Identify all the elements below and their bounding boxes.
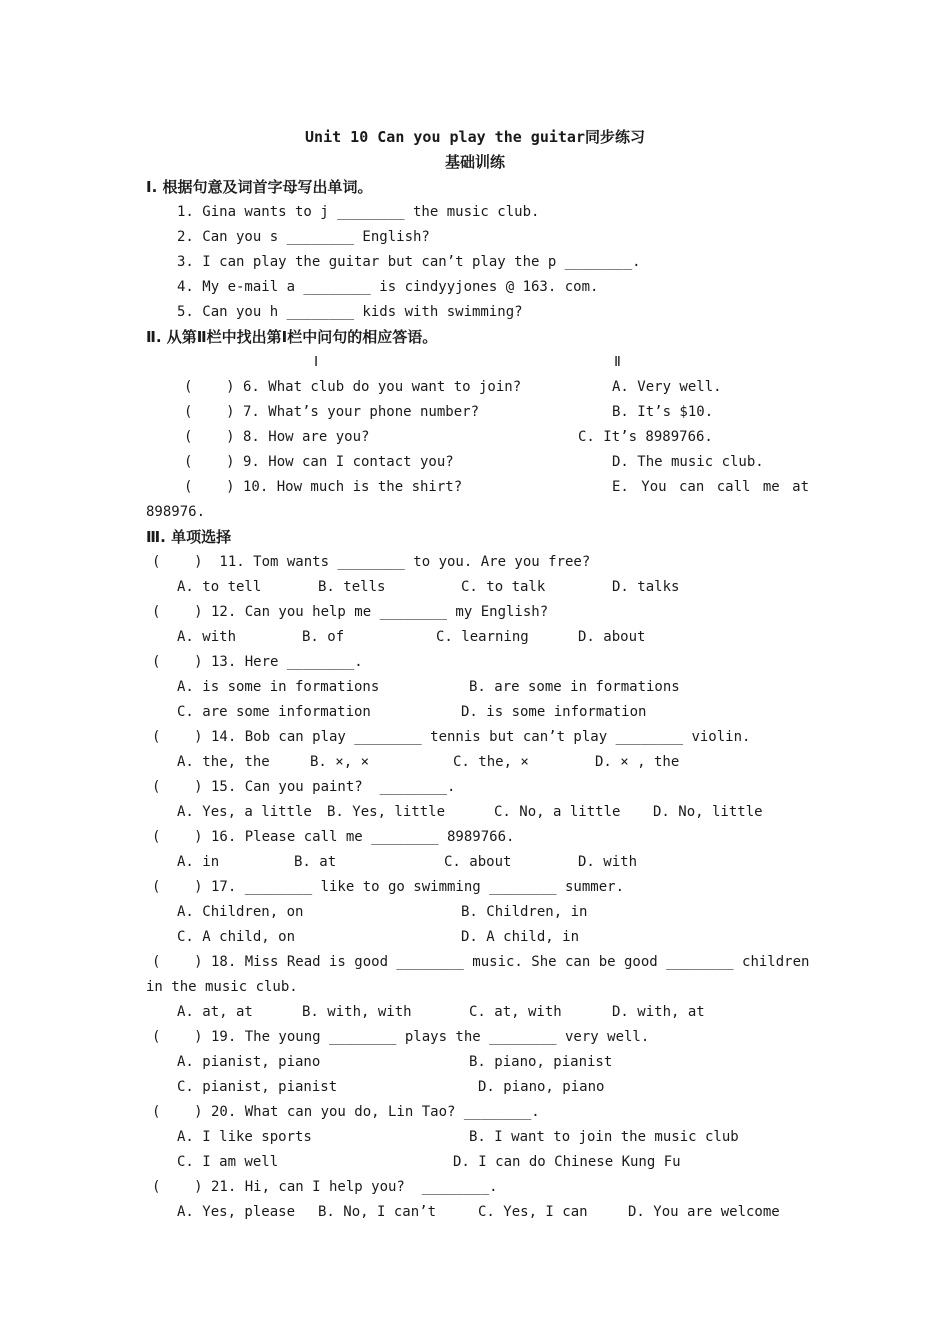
q15-option-d: D. No, little — [653, 804, 763, 820]
q17-option-b: B. Children, in — [461, 904, 588, 920]
q14: ( ) 14. Bob can play ________ tennis but can’t play ________ violin. — [152, 729, 751, 745]
q15-option-a: A. Yes, a little — [177, 804, 312, 820]
s1-item-2: 2. Can you s ________ English? — [177, 229, 430, 245]
q16-option-d: D. with — [578, 854, 638, 870]
q13-option-d: D. is some information — [461, 704, 647, 720]
q20-option-b: B. I want to join the music club — [469, 1129, 739, 1145]
q20: ( ) 20. What can you do, Lin Tao? ________. — [152, 1104, 540, 1120]
q17-option-a: A. Children, on — [177, 904, 304, 920]
s1-item-3: 3. I can play the guitar but can’t play the p ________. — [177, 254, 641, 270]
page-subtitle: 基础训练 — [444, 153, 505, 171]
s2-answer-a: A. Very well. — [612, 379, 722, 395]
s2-answer-b: B. It’s $10. — [612, 404, 714, 420]
q11-option-d: D. talks — [612, 579, 680, 595]
q16-option-c: C. about — [444, 854, 512, 870]
q16-option-b: B. at — [294, 854, 337, 870]
q18-option-b: B. with, with — [302, 1004, 412, 1020]
q11: ( ) 11. Tom wants ________ to you. Are you free? — [152, 554, 591, 570]
q12: ( ) 12. Can you help me ________ my English? — [152, 604, 549, 620]
q17-option-c: C. A child, on — [177, 929, 296, 945]
col1-header: Ⅰ — [314, 354, 319, 370]
q20-option-a: A. I like sports — [177, 1129, 312, 1145]
s1-item-5: 5. Can you h ________ kids with swimming? — [177, 304, 523, 320]
q13: ( ) 13. Here ________. — [152, 654, 363, 670]
q18: ( ) 18. Miss Read is good ________ music. She can be good ________ children — [152, 954, 810, 970]
q21-option-b: B. No, I can’t — [318, 1204, 437, 1220]
q12-option-a: A. with — [177, 629, 237, 645]
q18-option-a: A. at, at — [177, 1004, 253, 1020]
s2-question-9: ( ) 9. How can I contact you? — [184, 454, 454, 470]
q12-option-d: D. about — [578, 629, 646, 645]
q21: ( ) 21. Hi, can I help you? ________. — [152, 1179, 498, 1195]
s1-item-1: 1. Gina wants to j ________ the music club. — [177, 204, 540, 220]
q19: ( ) 19. The young ________ plays the ________ very well. — [152, 1029, 650, 1045]
s2-answer-e-cont: 898976. — [146, 504, 206, 520]
q15: ( ) 15. Can you paint? ________. — [152, 779, 456, 795]
section1-heading: Ⅰ. 根据句意及词首字母写出单词。 — [146, 178, 373, 196]
q12-option-b: B. of — [302, 629, 345, 645]
section3-heading: Ⅲ. 单项选择 — [146, 528, 232, 546]
s2-answer-d: D. The music club. — [612, 454, 764, 470]
q11-option-a: A. to tell — [177, 579, 262, 595]
s1-item-4: 4. My e-mail a ________ is cindyyjones @ 163. com. — [177, 279, 599, 295]
q13-option-b: B. are some in formations — [469, 679, 680, 695]
section2-heading: Ⅱ. 从第Ⅱ栏中找出第Ⅰ栏中问句的相应答语。 — [146, 328, 438, 346]
q16-option-a: A. in — [177, 854, 220, 870]
q14-option-d: D. × , the — [595, 754, 680, 770]
q18-option-c: C. at, with — [469, 1004, 562, 1020]
q21-option-c: C. Yes, I can — [478, 1204, 588, 1220]
q11-option-c: C. to talk — [461, 579, 546, 595]
q13-option-c: C. are some information — [177, 704, 371, 720]
q14-option-b: B. ×, × — [310, 754, 370, 770]
s2-answer-c: C. It’s 8989766. — [578, 429, 713, 445]
s2-question-7: ( ) 7. What’s your phone number? — [184, 404, 480, 420]
q20-option-c: C. I am well — [177, 1154, 279, 1170]
s2-question-8: ( ) 8. How are you? — [184, 429, 370, 445]
q20-option-d: D. I can do Chinese Kung Fu — [453, 1154, 681, 1170]
q11-option-b: B. tells — [318, 579, 386, 595]
q18-cont: in the music club. — [146, 979, 298, 995]
q19-option-b: B. piano, pianist — [469, 1054, 613, 1070]
q21-option-d: D. You are welcome — [628, 1204, 780, 1220]
q17: ( ) 17. ________ like to go swimming ________ summer. — [152, 879, 625, 895]
q15-option-c: C. No, a little — [494, 804, 621, 820]
s2-question-10: ( ) 10. How much is the shirt? — [184, 479, 463, 495]
q19-option-d: D. piano, piano — [478, 1079, 605, 1095]
col2-header: Ⅱ — [614, 354, 621, 370]
q18-option-d: D. with, at — [612, 1004, 705, 1020]
q15-option-b: B. Yes, little — [327, 804, 446, 820]
q19-option-a: A. pianist, piano — [177, 1054, 321, 1070]
q14-option-c: C. the, × — [453, 754, 529, 770]
q13-option-a: A. is some in formations — [177, 679, 380, 695]
q12-option-c: C. learning — [436, 629, 529, 645]
q17-option-d: D. A child, in — [461, 929, 580, 945]
s2-answer-e: E. You can call me at — [612, 479, 810, 495]
q21-option-a: A. Yes, please — [177, 1204, 296, 1220]
q16: ( ) 16. Please call me ________ 8989766. — [152, 829, 515, 845]
page-title: Unit 10 Can you play the guitar同步练习 — [305, 128, 645, 146]
s2-question-6: ( ) 6. What club do you want to join? — [184, 379, 522, 395]
q14-option-a: A. the, the — [177, 754, 270, 770]
q19-option-c: C. pianist, pianist — [177, 1079, 338, 1095]
